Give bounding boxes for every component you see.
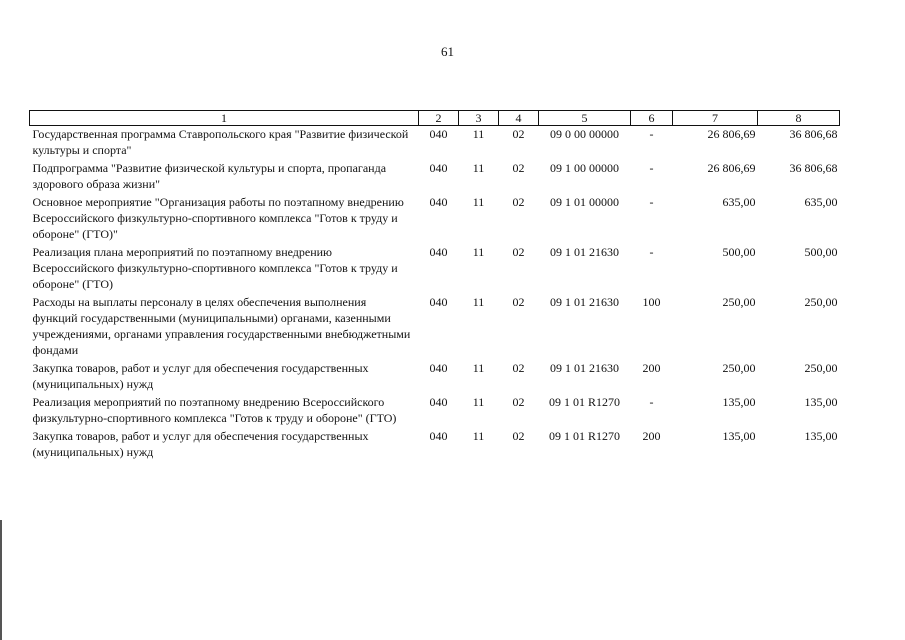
cell-amount-year1: 135,00 [722, 395, 756, 409]
table-row [30, 294, 840, 360]
cell-subsection: 02 [512, 245, 525, 259]
column-header: 2 [419, 111, 459, 126]
cell-expense-type: - [649, 395, 654, 409]
cell-subsection: 02 [512, 361, 525, 375]
cell-amount-year2: 250,00 [804, 361, 838, 375]
cell-expense-type: - [649, 127, 654, 141]
table-row [30, 194, 840, 244]
cell-amount-year1: 250,00 [722, 295, 756, 309]
cell-subsection: 02 [512, 395, 525, 409]
cell-expense-type: 200 [642, 429, 661, 443]
cell-expense-type: 200 [642, 361, 661, 375]
row-name: Подпрограмма "Развитие физической культуры и спорта, пропаганда здорового образа жизни" [32, 161, 387, 191]
cell-ministry: 040 [429, 127, 448, 141]
column-header: 5 [539, 111, 631, 126]
table-row [30, 394, 840, 428]
cell-section: 11 [472, 245, 485, 259]
table-row [30, 244, 840, 294]
row-name: Государственная программа Ставропольского края "Развитие физической культуры и спорта" [32, 127, 409, 157]
cell-amount-year2: 36 806,68 [789, 127, 838, 141]
column-header: 6 [631, 111, 673, 126]
cell-amount-year1: 635,00 [722, 195, 756, 209]
row-name: Реализация мероприятий по поэтапному внедрению Всероссийского физкультурно-спортивного комплекса "Готов к труду и обороне" (ГТО) [32, 395, 397, 425]
column-header: 4 [499, 111, 539, 126]
cell-ministry: 040 [429, 245, 448, 259]
page-number: 61 [441, 44, 454, 59]
cell-subsection: 02 [512, 295, 525, 309]
cell-section: 11 [472, 361, 485, 375]
cell-target-article: 09 1 00 00000 [550, 161, 619, 175]
cell-target-article: 09 1 01 R1270 [548, 429, 620, 443]
cell-section: 11 [472, 395, 485, 409]
table-row [30, 160, 840, 194]
row-name: Расходы на выплаты персоналу в целях обеспечения выполнения функций государственными (муниципальными) органами, казенными учреждениями, органами управления государственными внебюджетными фондами [32, 295, 411, 357]
row-name: Закупка товаров, работ и услуг для обеспечения государственных (муниципальных) нужд [32, 361, 369, 391]
cell-ministry: 040 [429, 361, 448, 375]
cell-ministry: 040 [429, 295, 448, 309]
cell-target-article: 09 1 01 21630 [550, 361, 619, 375]
cell-amount-year2: 36 806,68 [789, 161, 838, 175]
cell-amount-year1: 500,00 [722, 245, 756, 259]
cell-target-article: 09 1 01 00000 [550, 195, 619, 209]
cell-expense-type: - [649, 195, 654, 209]
table-header-row [30, 111, 840, 126]
cell-subsection: 02 [512, 429, 525, 443]
cell-amount-year2: 135,00 [804, 395, 838, 409]
cell-amount-year1: 250,00 [722, 361, 756, 375]
cell-subsection: 02 [512, 161, 525, 175]
row-name: Закупка товаров, работ и услуг для обеспечения государственных (муниципальных) нужд [32, 429, 369, 459]
cell-expense-type: 100 [642, 295, 661, 309]
table-row [30, 126, 840, 161]
cell-amount-year2: 635,00 [804, 195, 838, 209]
cell-section: 11 [472, 127, 485, 141]
cell-ministry: 040 [429, 161, 448, 175]
cell-section: 11 [472, 295, 485, 309]
cell-target-article: 09 1 01 R1270 [548, 395, 620, 409]
cell-expense-type: - [649, 161, 654, 175]
budget-table [29, 110, 840, 462]
cell-amount-year2: 500,00 [804, 245, 838, 259]
row-name: Основное мероприятие "Организация работы по поэтапному внедрению Всероссийского физкультурно-спортивного комплекса "Готов к труду и обороне" (ГТО)" [32, 195, 404, 241]
cell-amount-year1: 26 806,69 [707, 127, 756, 141]
cell-amount-year2: 135,00 [804, 429, 838, 443]
cell-subsection: 02 [512, 195, 525, 209]
column-header: 3 [459, 111, 499, 126]
cell-amount-year2: 250,00 [804, 295, 838, 309]
cell-target-article: 09 1 01 21630 [550, 245, 619, 259]
scan-edge-mark [0, 520, 2, 640]
column-header: 7 [673, 111, 758, 126]
cell-target-article: 09 1 01 21630 [550, 295, 619, 309]
cell-amount-year1: 135,00 [722, 429, 756, 443]
table-row [30, 360, 840, 394]
cell-subsection: 02 [512, 127, 525, 141]
cell-ministry: 040 [429, 195, 448, 209]
column-header: 1 [30, 111, 419, 126]
cell-target-article: 09 0 00 00000 [550, 127, 619, 141]
cell-ministry: 040 [429, 395, 448, 409]
cell-section: 11 [472, 161, 485, 175]
cell-ministry: 040 [429, 429, 448, 443]
cell-section: 11 [472, 429, 485, 443]
row-name: Реализация плана мероприятий по поэтапному внедрению Всероссийского физкультурно-спортивного комплекса "Готов к труду и обороне" (ГТО) [32, 245, 398, 291]
table-row [30, 428, 840, 462]
column-header: 8 [758, 111, 840, 126]
cell-expense-type: - [649, 245, 654, 259]
cell-amount-year1: 26 806,69 [707, 161, 756, 175]
cell-section: 11 [472, 195, 485, 209]
